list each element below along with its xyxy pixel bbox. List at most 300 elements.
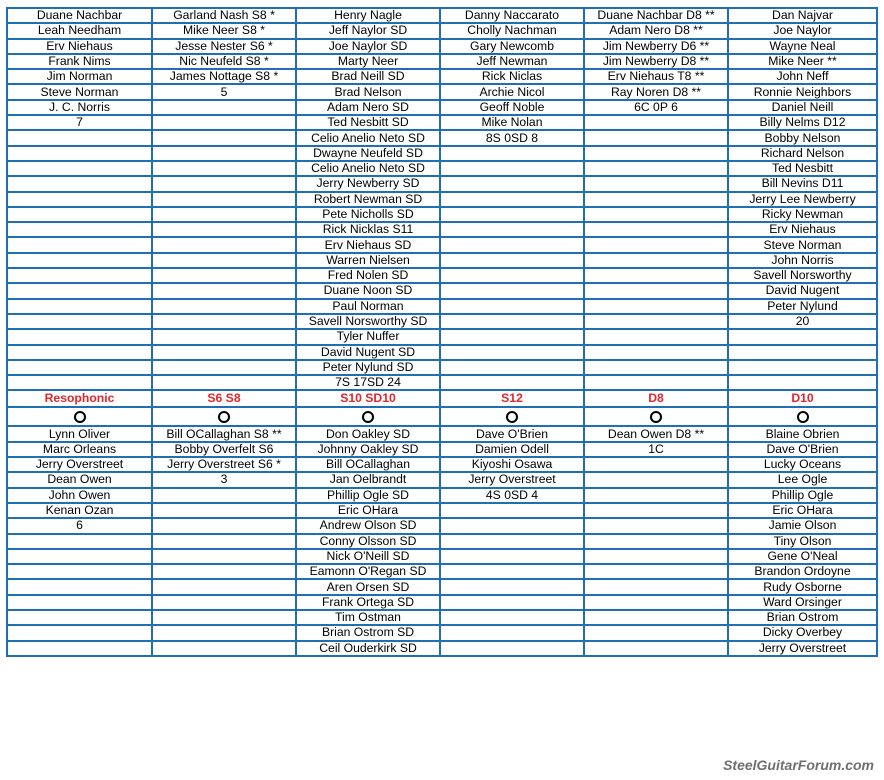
- roster-cell: [584, 625, 728, 640]
- marker-row: [7, 407, 877, 426]
- roster-cell: Steve Norman: [728, 237, 877, 252]
- roster-cell: [584, 375, 728, 390]
- roster-cell: Brian Ostrom SD: [296, 625, 440, 640]
- ring-icon: [362, 411, 374, 423]
- roster-cell: Jim Norman: [7, 69, 152, 84]
- roster-cell: Blaine Obrien: [728, 426, 877, 441]
- roster-cell: [440, 237, 584, 252]
- roster-cell: James Nottage S8 *: [152, 69, 296, 84]
- roster-cell: Dicky Overbey: [728, 625, 877, 640]
- roster-cell: [7, 222, 152, 237]
- top-row: [7, 130, 877, 145]
- roster-cell: [584, 222, 728, 237]
- top-row: [7, 115, 877, 130]
- roster-cell: [7, 161, 152, 176]
- roster-cell: Geoff Noble: [440, 100, 584, 115]
- roster-cell: Eric OHara: [728, 503, 877, 518]
- bottom-row: [7, 534, 877, 549]
- bottom-row: [7, 457, 877, 472]
- roster-cell: Aren Orsen SD: [296, 579, 440, 594]
- roster-cell: [440, 534, 584, 549]
- roster-cell: 3: [152, 472, 296, 487]
- roster-cell: [440, 268, 584, 283]
- roster-cell: Erv Niehaus: [7, 39, 152, 54]
- roster-cell: Nick O'Neill SD: [296, 549, 440, 564]
- roster-cell: [152, 115, 296, 130]
- roster-cell: 5: [152, 84, 296, 99]
- roster-cell: Mike Neer **: [728, 54, 877, 69]
- roster-cell: Billy Nelms D12: [728, 115, 877, 130]
- roster-cell: Ronnie Neighbors: [728, 84, 877, 99]
- roster-cell: Savell Norsworthy SD: [296, 314, 440, 329]
- top-row: [7, 360, 877, 375]
- bottom-row: [7, 549, 877, 564]
- roster-cell: [7, 283, 152, 298]
- roster-cell: [440, 207, 584, 222]
- roster-cell: [584, 488, 728, 503]
- roster-cell: [152, 518, 296, 533]
- roster-cell: Tiny Olson: [728, 534, 877, 549]
- roster-cell: [7, 146, 152, 161]
- roster-cell: [7, 534, 152, 549]
- roster-cell: Jim Newberry D6 **: [584, 39, 728, 54]
- roster-cell: [152, 534, 296, 549]
- top-row: [7, 314, 877, 329]
- roster-cell: [152, 283, 296, 298]
- roster-cell: John Neff: [728, 69, 877, 84]
- roster-cell: Mike Nolan: [440, 115, 584, 130]
- roster-cell: [440, 375, 584, 390]
- roster-cell: Duane Noon SD: [296, 283, 440, 298]
- top-row: [7, 299, 877, 314]
- roster-cell: [7, 549, 152, 564]
- roster-cell: Jerry Overstreet S6 *: [152, 457, 296, 472]
- roster-cell: [152, 146, 296, 161]
- roster-cell: [584, 146, 728, 161]
- roster-cell: [7, 314, 152, 329]
- roster-cell: Adam Nero SD: [296, 100, 440, 115]
- roster-cell: Don Oakley SD: [296, 426, 440, 441]
- top-row: [7, 176, 877, 191]
- roster-cell: Brian Ostrom: [728, 610, 877, 625]
- roster-cell: Brandon Ordoyne: [728, 564, 877, 579]
- roster-cell: Celio Anelio Neto SD: [296, 161, 440, 176]
- ring-icon: [650, 411, 662, 423]
- roster-cell: Garland Nash S8 *: [152, 8, 296, 23]
- roster-cell: [440, 360, 584, 375]
- roster-cell: Eamonn O'Regan SD: [296, 564, 440, 579]
- roster-cell: Ceil Ouderkirk SD: [296, 641, 440, 656]
- roster-cell: [7, 641, 152, 656]
- roster-cell: [7, 329, 152, 344]
- roster-cell: [440, 329, 584, 344]
- category-header: D8: [584, 390, 728, 407]
- roster-cell: [440, 345, 584, 360]
- roster-cell: Jerry Overstreet: [440, 472, 584, 487]
- roster-cell: [152, 329, 296, 344]
- roster-cell: Jim Newberry D8 **: [584, 54, 728, 69]
- roster-cell: John Owen: [7, 488, 152, 503]
- roster-cell: Pete Nicholls SD: [296, 207, 440, 222]
- roster-cell: [152, 299, 296, 314]
- roster-cell: [440, 564, 584, 579]
- bottom-row: [7, 426, 877, 441]
- roster-cell: Bill Nevins D11: [728, 176, 877, 191]
- roster-cell: Erv Niehaus SD: [296, 237, 440, 252]
- top-row: [7, 207, 877, 222]
- ring-cell: [7, 407, 152, 426]
- top-row: [7, 345, 877, 360]
- roster-cell: [584, 564, 728, 579]
- roster-cell: [584, 283, 728, 298]
- roster-cell: Ricky Newman: [728, 207, 877, 222]
- roster-cell: Gary Newcomb: [440, 39, 584, 54]
- ring-cell: [296, 407, 440, 426]
- roster-cell: Nic Neufeld S8 *: [152, 54, 296, 69]
- roster-cell: Dan Najvar: [728, 8, 877, 23]
- roster-cell: [584, 268, 728, 283]
- roster-cell: [7, 564, 152, 579]
- roster-cell: [152, 488, 296, 503]
- roster-cell: Phillip Ogle: [728, 488, 877, 503]
- roster-cell: 4S 0SD 4: [440, 488, 584, 503]
- roster-cell: [440, 146, 584, 161]
- roster-cell: [584, 503, 728, 518]
- roster-sheet: [6, 7, 878, 657]
- roster-cell: Warren Nielsen: [296, 253, 440, 268]
- roster-cell: Archie Nicol: [440, 84, 584, 99]
- roster-cell: Mike Neer S8 *: [152, 23, 296, 38]
- roster-cell: [152, 253, 296, 268]
- roster-table: [6, 7, 878, 657]
- roster-cell: [7, 176, 152, 191]
- roster-cell: [440, 283, 584, 298]
- roster-cell: Dave O'Brien: [440, 426, 584, 441]
- roster-cell: [152, 100, 296, 115]
- roster-cell: [584, 329, 728, 344]
- roster-cell: [152, 549, 296, 564]
- roster-cell: [584, 595, 728, 610]
- roster-cell: [728, 360, 877, 375]
- top-row: [7, 54, 877, 69]
- roster-cell: [440, 641, 584, 656]
- roster-cell: [152, 595, 296, 610]
- top-row: [7, 8, 877, 23]
- roster-cell: [440, 595, 584, 610]
- roster-cell: Frank Nims: [7, 54, 152, 69]
- roster-cell: Dean Owen D8 **: [584, 426, 728, 441]
- bottom-row: [7, 503, 877, 518]
- top-row: [7, 100, 877, 115]
- roster-cell: Jerry Newberry SD: [296, 176, 440, 191]
- roster-cell: [584, 176, 728, 191]
- top-row: [7, 84, 877, 99]
- roster-cell: [7, 595, 152, 610]
- top-row: [7, 222, 877, 237]
- roster-cell: [7, 253, 152, 268]
- top-row: [7, 375, 877, 390]
- roster-cell: Damien Odell: [440, 442, 584, 457]
- roster-cell: Brad Nelson: [296, 84, 440, 99]
- roster-cell: [440, 192, 584, 207]
- roster-cell: Robert Newman SD: [296, 192, 440, 207]
- roster-cell: Dwayne Neufeld SD: [296, 146, 440, 161]
- roster-cell: [584, 161, 728, 176]
- roster-cell: [152, 564, 296, 579]
- roster-cell: David Nugent SD: [296, 345, 440, 360]
- roster-cell: Ray Noren D8 **: [584, 84, 728, 99]
- roster-cell: Wayne Neal: [728, 39, 877, 54]
- bottom-row: [7, 518, 877, 533]
- roster-cell: [152, 314, 296, 329]
- roster-cell: Marty Neer: [296, 54, 440, 69]
- roster-cell: Joe Naylor SD: [296, 39, 440, 54]
- roster-cell: Jerry Overstreet: [728, 641, 877, 656]
- ring-icon: [506, 411, 518, 423]
- roster-cell: Bobby Nelson: [728, 130, 877, 145]
- roster-cell: Rick Niclas: [440, 69, 584, 84]
- bottom-row: [7, 595, 877, 610]
- ring-cell: [584, 407, 728, 426]
- roster-cell: [584, 641, 728, 656]
- roster-cell: [7, 130, 152, 145]
- top-row: [7, 268, 877, 283]
- roster-cell: [440, 161, 584, 176]
- roster-cell: [7, 345, 152, 360]
- roster-cell: J. C. Norris: [7, 100, 152, 115]
- roster-cell: Jamie Olson: [728, 518, 877, 533]
- roster-cell: [152, 579, 296, 594]
- ring-cell: [152, 407, 296, 426]
- top-row: [7, 253, 877, 268]
- roster-cell: [584, 299, 728, 314]
- roster-cell: [584, 207, 728, 222]
- category-header-row: [7, 390, 877, 407]
- roster-cell: Joe Naylor: [728, 23, 877, 38]
- roster-cell: Peter Nylund SD: [296, 360, 440, 375]
- category-header: D10: [728, 390, 877, 407]
- roster-cell: [152, 641, 296, 656]
- roster-cell: Lynn Oliver: [7, 426, 152, 441]
- roster-cell: [152, 192, 296, 207]
- roster-cell: Tyler Nuffer: [296, 329, 440, 344]
- roster-cell: [584, 130, 728, 145]
- roster-cell: [584, 192, 728, 207]
- roster-cell: Eric OHara: [296, 503, 440, 518]
- ring-icon: [218, 411, 230, 423]
- roster-cell: [152, 268, 296, 283]
- top-row: [7, 192, 877, 207]
- roster-cell: [584, 314, 728, 329]
- roster-cell: [584, 237, 728, 252]
- roster-cell: 6: [7, 518, 152, 533]
- roster-cell: [440, 253, 584, 268]
- roster-cell: Phillip Ogle SD: [296, 488, 440, 503]
- bottom-row: [7, 442, 877, 457]
- roster-cell: [728, 375, 877, 390]
- roster-cell: [728, 329, 877, 344]
- roster-cell: [584, 518, 728, 533]
- roster-cell: 7S 17SD 24: [296, 375, 440, 390]
- top-row: [7, 39, 877, 54]
- roster-cell: Dean Owen: [7, 472, 152, 487]
- roster-cell: [152, 610, 296, 625]
- roster-cell: Jerry Lee Newberry: [728, 192, 877, 207]
- roster-cell: Daniel Neill: [728, 100, 877, 115]
- bottom-row: [7, 488, 877, 503]
- roster-cell: Duane Nachbar: [7, 8, 152, 23]
- roster-cell: [584, 457, 728, 472]
- roster-cell: [584, 253, 728, 268]
- roster-cell: David Nugent: [728, 283, 877, 298]
- ring-icon: [74, 411, 86, 423]
- roster-cell: Peter Nylund: [728, 299, 877, 314]
- roster-cell: 20: [728, 314, 877, 329]
- roster-cell: Jeff Newman: [440, 54, 584, 69]
- roster-cell: Johnny Oakley SD: [296, 442, 440, 457]
- roster-cell: Ward Orsinger: [728, 595, 877, 610]
- roster-cell: [440, 299, 584, 314]
- roster-cell: [7, 579, 152, 594]
- roster-cell: Jesse Nester S6 *: [152, 39, 296, 54]
- category-header: S10 SD10: [296, 390, 440, 407]
- roster-cell: Henry Nagle: [296, 8, 440, 23]
- roster-cell: [584, 472, 728, 487]
- roster-cell: Kenan Ozan: [7, 503, 152, 518]
- roster-cell: [152, 503, 296, 518]
- roster-cell: [440, 549, 584, 564]
- roster-cell: [440, 518, 584, 533]
- roster-cell: Frank Ortega SD: [296, 595, 440, 610]
- roster-cell: [584, 549, 728, 564]
- roster-cell: Kiyoshi Osawa: [440, 457, 584, 472]
- roster-cell: [152, 161, 296, 176]
- roster-cell: [7, 625, 152, 640]
- top-row: [7, 161, 877, 176]
- bottom-row: [7, 610, 877, 625]
- roster-cell: Brad Neill SD: [296, 69, 440, 84]
- roster-cell: [7, 360, 152, 375]
- bottom-section: [7, 426, 877, 655]
- top-section: [7, 8, 877, 390]
- roster-cell: [584, 345, 728, 360]
- roster-cell: Erv Niehaus: [728, 222, 877, 237]
- roster-cell: [440, 579, 584, 594]
- roster-cell: [7, 237, 152, 252]
- roster-cell: [152, 176, 296, 191]
- roster-cell: Adam Nero D8 **: [584, 23, 728, 38]
- roster-cell: [152, 222, 296, 237]
- bottom-row: [7, 564, 877, 579]
- roster-cell: Jerry Overstreet: [7, 457, 152, 472]
- roster-cell: [584, 610, 728, 625]
- roster-cell: [152, 130, 296, 145]
- bottom-row: [7, 625, 877, 640]
- roster-cell: [7, 207, 152, 222]
- category-header: S12: [440, 390, 584, 407]
- roster-cell: Cholly Nachman: [440, 23, 584, 38]
- roster-cell: [440, 610, 584, 625]
- roster-cell: [152, 375, 296, 390]
- roster-cell: [7, 192, 152, 207]
- roster-cell: Gene O'Neal: [728, 549, 877, 564]
- roster-cell: [152, 360, 296, 375]
- roster-cell: [440, 503, 584, 518]
- top-row: [7, 23, 877, 38]
- roster-cell: [152, 625, 296, 640]
- roster-cell: Danny Naccarato: [440, 8, 584, 23]
- roster-cell: Jeff Naylor SD: [296, 23, 440, 38]
- ring-cell: [440, 407, 584, 426]
- bottom-row: [7, 579, 877, 594]
- category-header: S6 S8: [152, 390, 296, 407]
- roster-cell: Ted Nesbitt SD: [296, 115, 440, 130]
- roster-cell: [440, 314, 584, 329]
- bottom-row: [7, 641, 877, 656]
- roster-cell: [152, 237, 296, 252]
- category-header: Resophonic: [7, 390, 152, 407]
- top-row: [7, 69, 877, 84]
- roster-cell: Jan Oelbrandt: [296, 472, 440, 487]
- top-row: [7, 146, 877, 161]
- top-row: [7, 283, 877, 298]
- roster-cell: Lee Ogle: [728, 472, 877, 487]
- roster-cell: [152, 207, 296, 222]
- roster-cell: [7, 299, 152, 314]
- ring-icon: [797, 411, 809, 423]
- header-section: [7, 390, 877, 426]
- roster-cell: [440, 625, 584, 640]
- roster-cell: 8S 0SD 8: [440, 130, 584, 145]
- roster-cell: Fred Nolen SD: [296, 268, 440, 283]
- roster-cell: Celio Anelio Neto SD: [296, 130, 440, 145]
- roster-cell: Rudy Osborne: [728, 579, 877, 594]
- roster-cell: [7, 268, 152, 283]
- roster-cell: [7, 375, 152, 390]
- roster-cell: Conny Olsson SD: [296, 534, 440, 549]
- roster-cell: [584, 360, 728, 375]
- roster-cell: Ted Nesbitt: [728, 161, 877, 176]
- roster-cell: Marc Orleans: [7, 442, 152, 457]
- roster-cell: [728, 345, 877, 360]
- roster-cell: 1C: [584, 442, 728, 457]
- roster-cell: [152, 345, 296, 360]
- site-watermark: SteelGuitarForum.com: [723, 757, 874, 773]
- roster-cell: [7, 610, 152, 625]
- roster-cell: [584, 579, 728, 594]
- roster-cell: Savell Norsworthy: [728, 268, 877, 283]
- bottom-row: [7, 472, 877, 487]
- roster-cell: Andrew Olson SD: [296, 518, 440, 533]
- roster-cell: Tim Ostman: [296, 610, 440, 625]
- roster-cell: Leah Needham: [7, 23, 152, 38]
- roster-cell: 6C 0P 6: [584, 100, 728, 115]
- ring-cell: [728, 407, 877, 426]
- roster-cell: [440, 176, 584, 191]
- roster-cell: Bobby Overfelt S6: [152, 442, 296, 457]
- roster-cell: Dave O'Brien: [728, 442, 877, 457]
- roster-cell: [584, 115, 728, 130]
- roster-cell: [440, 222, 584, 237]
- roster-cell: Erv Niehaus T8 **: [584, 69, 728, 84]
- roster-cell: Steve Norman: [7, 84, 152, 99]
- roster-cell: Rick Nicklas S11: [296, 222, 440, 237]
- roster-cell: John Norris: [728, 253, 877, 268]
- roster-cell: Duane Nachbar D8 **: [584, 8, 728, 23]
- roster-cell: Richard Nelson: [728, 146, 877, 161]
- top-row: [7, 329, 877, 344]
- roster-cell: [584, 534, 728, 549]
